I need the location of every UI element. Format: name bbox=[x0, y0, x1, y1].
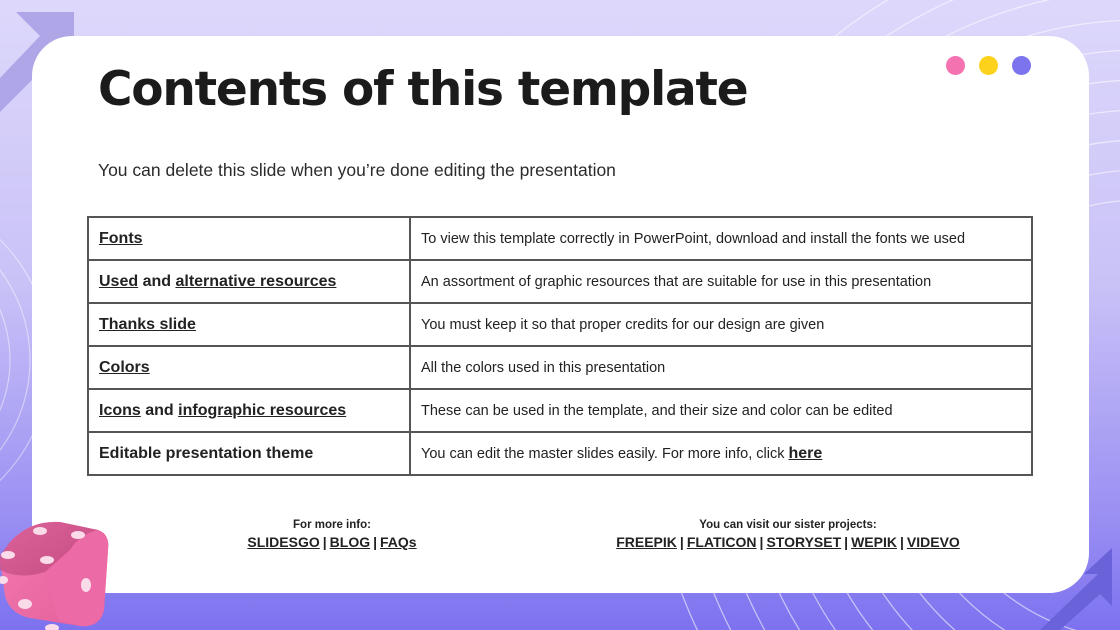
alternative-resources-link[interactable]: alternative resources bbox=[175, 272, 337, 290]
label-connector: and bbox=[140, 401, 179, 419]
table-row bbox=[88, 432, 1032, 475]
pink-dot-icon bbox=[946, 56, 965, 75]
footer-more-info bbox=[232, 519, 432, 550]
separator: | bbox=[899, 534, 904, 550]
row-label bbox=[88, 217, 410, 260]
used-resources-link[interactable]: Used bbox=[99, 272, 139, 290]
freepik-link[interactable]: FREEPIK bbox=[616, 534, 677, 550]
row-label bbox=[88, 389, 410, 432]
row-description: You must keep it so that proper credits for our design are given bbox=[410, 303, 1032, 346]
footer-label: For more info: bbox=[293, 519, 371, 531]
row-label: Editable presentation theme bbox=[88, 432, 410, 475]
storyset-link[interactable]: STORYSET bbox=[766, 534, 842, 550]
yellow-dot-icon bbox=[979, 56, 998, 75]
thanks-slide-link[interactable]: Thanks slide bbox=[99, 315, 196, 333]
colors-link[interactable]: Colors bbox=[99, 358, 150, 376]
flaticon-link[interactable]: FLATICON bbox=[686, 534, 757, 550]
row-label bbox=[88, 303, 410, 346]
table-row bbox=[88, 389, 1032, 432]
description-text: You can edit the master slides easily. For more info, click bbox=[421, 445, 789, 462]
decorative-dots bbox=[946, 56, 1031, 75]
blog-link[interactable]: BLOG bbox=[329, 534, 371, 550]
table-row bbox=[88, 217, 1032, 260]
separator: | bbox=[844, 534, 849, 550]
row-description: All the colors used in this presentation bbox=[410, 346, 1032, 389]
contents-table bbox=[87, 216, 1033, 476]
separator: | bbox=[373, 534, 378, 550]
row-description: These can be used in the template, and their size and color can be edited bbox=[410, 389, 1032, 432]
row-description: An assortment of graphic resources that are suitable for use in this presentation bbox=[410, 260, 1032, 303]
table-row bbox=[88, 303, 1032, 346]
wepik-link[interactable]: WEPIK bbox=[851, 534, 897, 550]
row-description: To view this template correctly in PowerPoint, download and install the fonts we used bbox=[410, 217, 1032, 260]
slidesgo-link[interactable]: SLIDESGO bbox=[247, 534, 320, 550]
footer-label: You can visit our sister projects: bbox=[699, 519, 877, 531]
separator: | bbox=[322, 534, 327, 550]
table-row bbox=[88, 346, 1032, 389]
footer-links bbox=[588, 534, 988, 550]
page-title: Contents of this template bbox=[98, 62, 748, 117]
separator: | bbox=[679, 534, 684, 550]
purple-dot-icon bbox=[1012, 56, 1031, 75]
row-description bbox=[410, 432, 1032, 475]
separator: | bbox=[759, 534, 764, 550]
infographic-resources-link[interactable]: infographic resources bbox=[178, 401, 347, 419]
label-connector: and bbox=[138, 272, 176, 290]
footer-sister-projects bbox=[588, 519, 988, 550]
page-subtitle: You can delete this slide when you’re done editing the presentation bbox=[98, 160, 616, 180]
videvo-link[interactable]: VIDEVO bbox=[906, 534, 960, 550]
row-label bbox=[88, 346, 410, 389]
row-label bbox=[88, 260, 410, 303]
table-row bbox=[88, 260, 1032, 303]
icons-link[interactable]: Icons bbox=[99, 401, 141, 419]
here-link[interactable]: here bbox=[788, 444, 823, 462]
dice-icon bbox=[0, 500, 115, 630]
faqs-link[interactable]: FAQs bbox=[380, 534, 417, 550]
fonts-link[interactable]: Fonts bbox=[99, 229, 143, 247]
footer-links bbox=[232, 534, 432, 550]
